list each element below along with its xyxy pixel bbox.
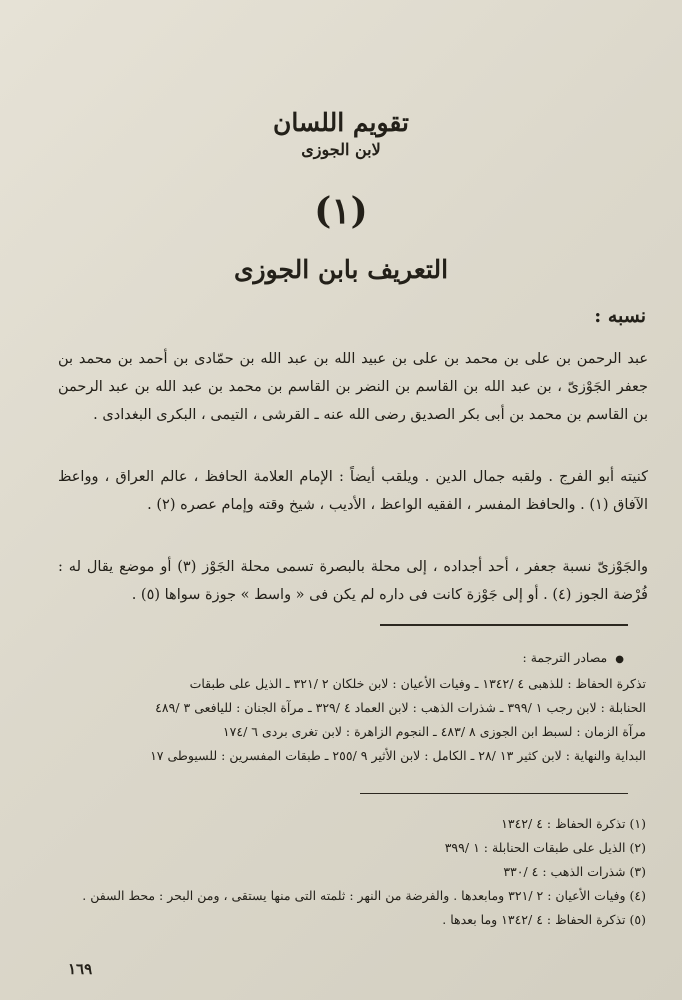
footnote: (٥) تذكرة الحفاظ : ٤ /١٣٤٢ وما بعدها . [442,912,646,927]
footnotes-block [42,812,646,932]
footnote-divider [360,793,628,794]
source-line: البداية والنهاية : لابن كثير ١٣ /٢٨ ـ الكامل : لابن الأثير ٩ /٢٥٥ ـ طبقات المفسرين : للسيوطى ١٧ [150,748,646,763]
page-number: ١٦٩ [68,960,93,978]
source-line: تذكرة الحفاظ : للذهبى ٤ /١٣٤٢ ـ وفيات الأعيان : لابن خلكان ٢ /٣٢١ ـ الذيل على طبقات [189,676,646,691]
section-divider [380,624,628,626]
sources-label-row [42,646,624,672]
sources-label: مصادر الترجمة : [522,650,608,665]
chapter-number: (١) [314,190,368,232]
header-author: لابن الجوزى [301,140,381,159]
sources-block [42,646,646,768]
paragraph-kunya-titles: كنيته أبو الفرج . ولقبه جمال الدين . ويلقب أيضاً : الإمام العلامة الحافظ ، عالم العراق ، وواعظ الآفاق (١) . والحافظ المفسر ، الفقيه الواعظ ، الأديب ، شيخ وقته وإمام عصره (٢) . [58,469,648,513]
source-line: الحنابلة : لابن رجب ١ /٣٩٩ ـ شذرات الذهب : لابن العماد ٤ /٣٢٩ ـ مرآة الجنان : لليافعى ٣ /٤٨٩ [155,700,646,715]
paragraph-nisba: والجَوْزىّ نسبة جعفر ، أحد أجداده ، إلى محلة بالبصرة تسمى محلة الجَوْز (٣) أو موضع يقال له : فُرْضة الجوز (٤) . أو إلى جَوْزة كانت فى داره لم يكن فى « واسط » جوزة سواها (٥) . [58,559,648,603]
source-line: مرآة الزمان : لسبط ابن الجوزى ٨ /٤٨٣ ـ النجوم الزاهرة : لابن تغرى بردى ٦ /١٧٤ [222,724,646,739]
paragraph-lineage: عبد الرحمن بن على بن محمد بن على بن عبيد الله بن عبد الله بن حمّادى بن أحمد بن محمد بن جعفر الجَوْزىّ ، بن عبد الله بن القاسم بن النضر بن القاسم بن محمد بن عبد الله بن عبد الرحمن بن القاسم بن محمد بن أبى بكر الصديق رضى الله عنه ـ القرشى ، التيمى ، البكرى البغدادى . [58,351,648,423]
footnote: (٣) شذرات الذهب : ٤ /٣٣٠ [503,864,646,879]
footnote: (١) تذكرة الحفاظ : ٤ /١٣٤٢ [501,816,646,831]
footnote: (٢) الذيل على طبقات الحنابلة : ١ /٣٩٩ [444,840,646,855]
bullet-icon: ● [615,654,624,665]
chapter-title: التعريف بابن الجوزى [233,255,449,284]
header-title: تقويم اللسان [273,108,409,137]
footnote: (٤) وفيات الأعيان : ٢ /٣٢١ ومابعدها . والفرضة من النهر : ثلمته التى منها يستقى ، ومن البحر : محط السفن . [82,888,646,903]
section-heading-lineage: نسبه : [594,305,646,327]
